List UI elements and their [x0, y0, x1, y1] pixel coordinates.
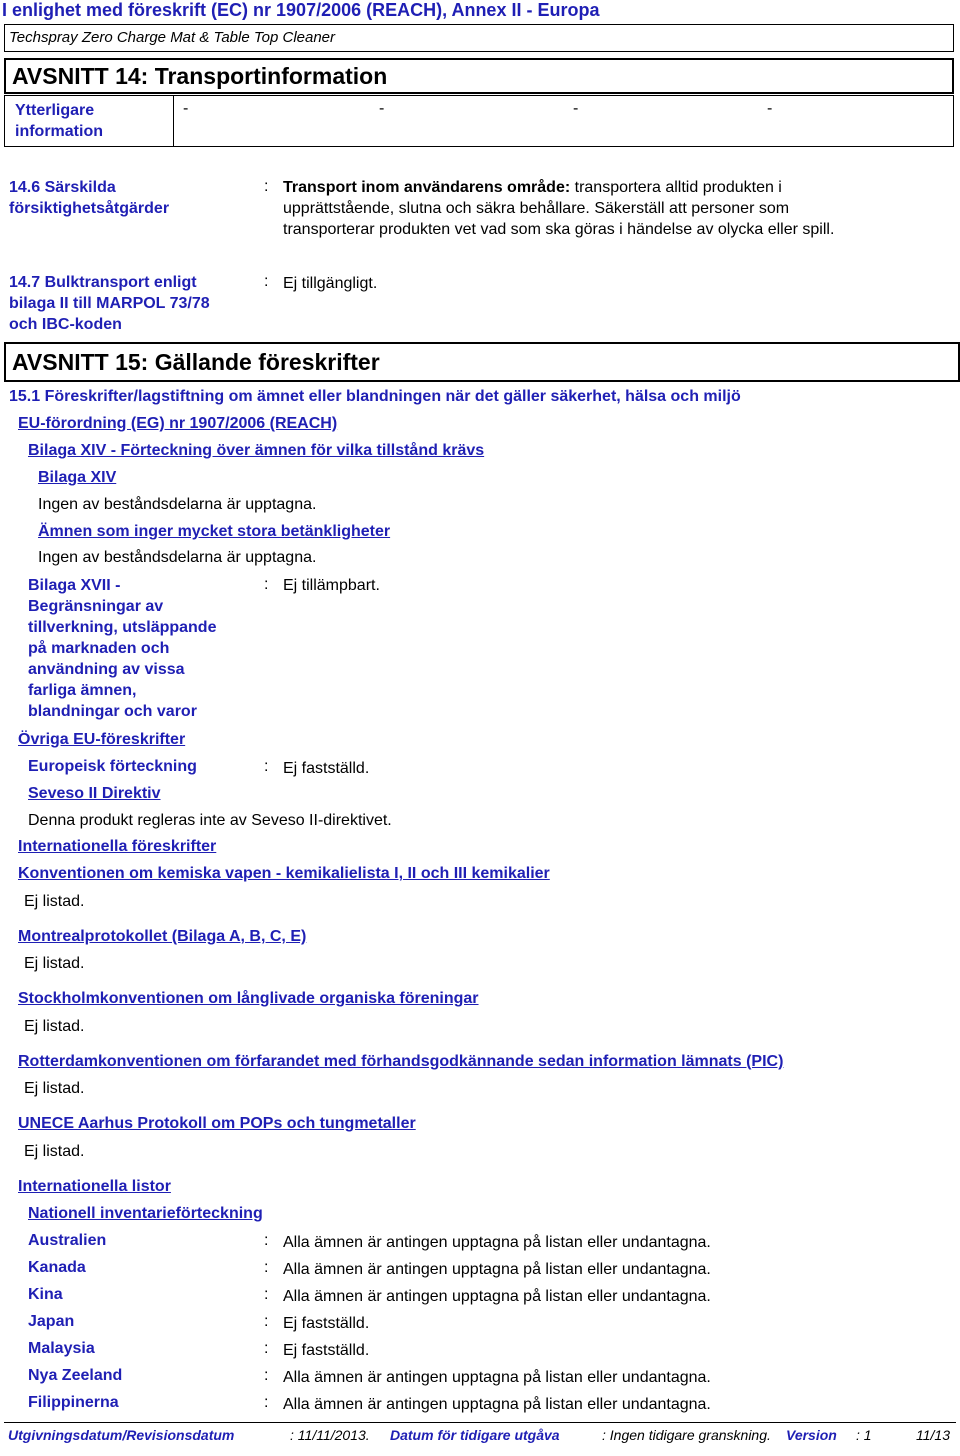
- additional-info-label-line2: information: [15, 123, 103, 140]
- special-precautions-label: [9, 177, 169, 219]
- international-regulations-heading: Internationella föreskrifter: [18, 838, 217, 855]
- section-15-header: [4, 342, 960, 382]
- rotterdam-convention-value: Ej listad.: [24, 1080, 85, 1097]
- table-divider: [173, 96, 174, 146]
- aarhus-protocol-heading: UNECE Aarhus Protokoll om POPs och tungmetaller: [18, 1115, 416, 1132]
- inventory-country: Nya Zeeland: [28, 1367, 123, 1384]
- annex-xvii-label-line: Begränsningar av: [28, 598, 164, 615]
- colon: :: [264, 1259, 269, 1276]
- aarhus-protocol-value: Ej listad.: [24, 1143, 85, 1160]
- annex-xvii-label-line: på marknaden och: [28, 640, 170, 657]
- annex-xiv-text: Ingen av beståndsdelarna är upptagna.: [38, 496, 317, 513]
- inventory-country: Japan: [28, 1313, 75, 1330]
- bulk-transport-label-line3: och IBC-koden: [9, 316, 122, 333]
- section-14-header: [4, 58, 954, 94]
- chemical-weapons-heading: Konventionen om kemiska vapen - kemikalielista I, II och III kemikalier: [18, 865, 550, 882]
- colon: :: [264, 1340, 269, 1357]
- inventory-value: Alla ämnen är antingen upptagna på listan eller undantagna.: [283, 1234, 711, 1251]
- inventory-country: Kanada: [28, 1259, 86, 1276]
- table-cell-dash: -: [573, 100, 579, 117]
- special-precautions-label-line1: 14.6 Särskilda: [9, 179, 116, 196]
- inventory-country: Kina: [28, 1286, 63, 1303]
- section-15-1-heading: 15.1 Föreskrifter/lagstiftning om ämnet eller blandningen när det gäller säkerhet, hälsa och miljö: [9, 388, 741, 405]
- chemical-weapons-value: Ej listad.: [24, 893, 85, 910]
- inventory-value: Alla ämnen är antingen upptagna på listan eller undantagna.: [283, 1261, 711, 1278]
- montreal-protocol-heading: Montrealprotokollet (Bilaga A, B, C, E): [18, 928, 307, 945]
- footer-prev-label: Datum för tidigare utgåva: [390, 1427, 560, 1443]
- footer-issue-value: : 11/11/2013.: [290, 1427, 370, 1443]
- additional-info-label: [15, 100, 103, 142]
- section-15-title: AVSNITT 15: Gällande föreskrifter: [12, 349, 380, 375]
- bulk-transport-value: Ej tillgängligt.: [283, 275, 378, 292]
- product-name: Techspray Zero Charge Mat & Table Top Cleaner: [9, 29, 336, 46]
- special-precautions-label-line2: försiktighetsåtgärder: [9, 200, 170, 217]
- svhc-text: Ingen av beståndsdelarna är upptagna.: [38, 549, 317, 566]
- rotterdam-convention-heading: Rotterdamkonventionen om förfarandet med förhandsgodkännande sedan information lämnats (PIC): [18, 1053, 784, 1070]
- annex-xvii-value: Ej tillämpbart.: [283, 577, 380, 594]
- seveso-text: Denna produkt regleras inte av Seveso II-direktivet.: [28, 812, 392, 829]
- colon: :: [264, 1286, 269, 1303]
- svhc-heading: Ämnen som inger mycket stora betänkligheter: [38, 523, 391, 540]
- annex-xvii-label: [28, 575, 216, 722]
- footer-prev-value: : Ingen tidigare granskning.: [602, 1427, 771, 1443]
- colon: :: [264, 178, 269, 195]
- annex-xvii-label-line: tillverkning, utsläppande: [28, 619, 217, 636]
- additional-info-table: [4, 95, 954, 147]
- international-lists-heading: Internationella listor: [18, 1178, 171, 1195]
- footer-issue-label: Utgivningsdatum/Revisionsdatum: [8, 1427, 235, 1443]
- footer-version-label: Version: [786, 1427, 837, 1443]
- colon: :: [264, 1367, 269, 1384]
- annex-xvii-label-line: farliga ämnen,: [28, 682, 137, 699]
- footer-version-value: : 1: [856, 1427, 872, 1443]
- inventory-country: Australien: [28, 1232, 107, 1249]
- special-precautions-value-line2: upprättstående, slutna och säkra behållare. Säkerställ att personer som: [283, 200, 790, 217]
- table-cell-dash: -: [379, 100, 385, 117]
- footer-page-number: 11/13: [916, 1427, 950, 1443]
- inventory-value: Alla ämnen är antingen upptagna på listan eller undantagna.: [283, 1369, 711, 1386]
- colon: :: [264, 273, 269, 290]
- annex-xvii-label-line: användning av vissa: [28, 661, 185, 678]
- montreal-protocol-value: Ej listad.: [24, 955, 85, 972]
- table-cell-dash: -: [183, 100, 189, 117]
- annex-xiv-heading: Bilaga XIV - Förteckning över ämnen för vilka tillstånd krävs: [28, 442, 485, 459]
- inventory-value: Ej fastställd.: [283, 1315, 370, 1332]
- bulk-transport-label-line1: 14.7 Bulktransport enligt: [9, 274, 197, 291]
- page-footer: [4, 1422, 956, 1447]
- stockholm-convention-heading: Stockholmkonventionen om långlivade organiska föreningar: [18, 990, 479, 1007]
- colon: :: [264, 1394, 269, 1411]
- other-eu-heading: Övriga EU-föreskrifter: [18, 731, 186, 748]
- special-precautions-value-bold: Transport inom användarens område:: [283, 179, 571, 196]
- special-precautions-value: [283, 177, 834, 240]
- table-cell-dash: -: [767, 100, 773, 117]
- national-inventory-heading: Nationell inventarieförteckning: [28, 1205, 263, 1222]
- colon: :: [264, 758, 269, 775]
- section-14-title: AVSNITT 14: Transportinformation: [12, 63, 388, 89]
- stockholm-convention-value: Ej listad.: [24, 1018, 85, 1035]
- document-title: I enlighet med föreskrift (EC) nr 1907/2006 (REACH), Annex II - Europa: [2, 0, 600, 20]
- colon: :: [264, 1313, 269, 1330]
- european-inventory-value: Ej fastställd.: [283, 760, 370, 777]
- inventory-value: Alla ämnen är antingen upptagna på listan eller undantagna.: [283, 1288, 711, 1305]
- product-name-box: [4, 24, 954, 52]
- inventory-value: Ej fastställd.: [283, 1342, 370, 1359]
- annex-xvii-label-line: blandningar och varor: [28, 703, 197, 720]
- eu-regulation-heading: EU-förordning (EG) nr 1907/2006 (REACH): [18, 415, 338, 432]
- special-precautions-value-line3: transporterar produkten vet vad som ska göras i händelse av olycka eller spill.: [283, 221, 835, 238]
- bulk-transport-label-line2: bilaga II till MARPOL 73/78: [9, 295, 210, 312]
- annex-xvii-label-line: Bilaga XVII -: [28, 577, 121, 594]
- annex-xiv-subheading: Bilaga XIV: [38, 469, 117, 486]
- colon: :: [264, 1232, 269, 1249]
- special-precautions-value-line1: transportera alltid produkten i: [570, 179, 782, 196]
- inventory-country: Filippinerna: [28, 1394, 119, 1411]
- colon: :: [264, 576, 269, 593]
- inventory-value: Alla ämnen är antingen upptagna på listan eller undantagna.: [283, 1396, 711, 1413]
- european-inventory-label: Europeisk förteckning: [28, 758, 197, 775]
- inventory-country: Malaysia: [28, 1340, 95, 1357]
- seveso-heading: Seveso II Direktiv: [28, 785, 161, 802]
- additional-info-label-line1: Ytterligare: [15, 102, 95, 119]
- bulk-transport-label: [9, 272, 210, 335]
